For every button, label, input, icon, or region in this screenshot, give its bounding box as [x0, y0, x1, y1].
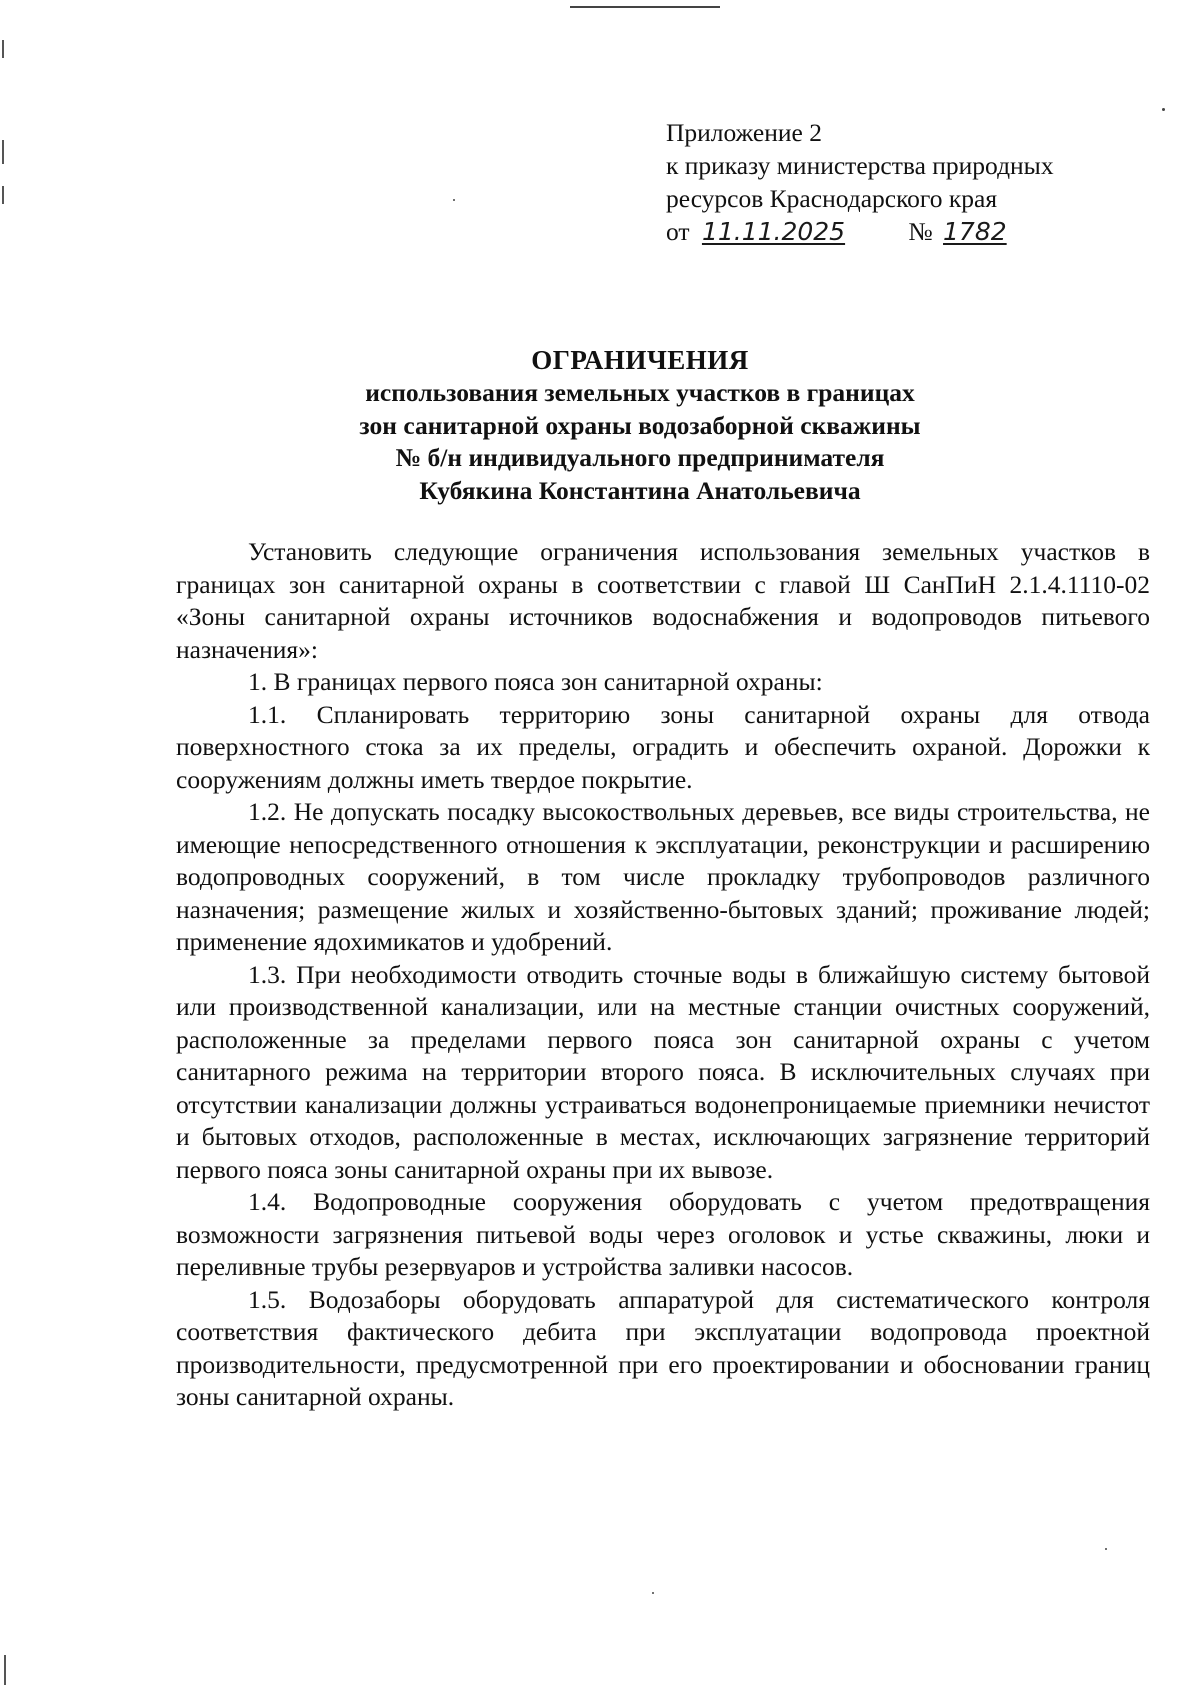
- scan-speck: [453, 199, 455, 201]
- scan-margin-mark: [2, 186, 4, 204]
- annex-line-3: ресурсов Краснодарского края: [666, 184, 998, 213]
- title-subline-4: Кубякина Константина Анатольевича: [419, 475, 861, 505]
- intro-paragraph: Установить следующие ограничения использования земельных участков в границах зон санитарной охраны в соответствии с главой Ш СанПиН 2.1.4.1110-02 «Зоны санитарной охраны источников водоснабжения и водопроводов питьевого назначения»:: [176, 537, 1150, 664]
- scan-margin-mark: [2, 40, 4, 58]
- handwritten-number: 1782: [943, 217, 1007, 246]
- item-1-4: 1.4. Водопроводные сооружения оборудовать с учетом предотвращения возможности загрязнения питьевой воды через оголовок и устье скважины, люки и переливные трубы резервуаров и устройства заливки насосов.: [176, 1187, 1150, 1281]
- title-subline-2: зон санитарной охраны водозаборной скважины: [359, 410, 921, 440]
- item-1-5: 1.5. Водозаборы оборудовать аппаратурой для систематического контроля соответствия фактического дебита при эксплуатации водопровода проектной производительности, предусмотренной при его проектировании и обосновании границ зоны санитарной охраны.: [176, 1284, 1150, 1411]
- annex-line-1: Приложение 2: [666, 118, 822, 147]
- title-subline-3: № б/н индивидуального предпринимателя: [395, 443, 885, 472]
- number-prefix: №: [908, 217, 933, 246]
- scan-speck: [1162, 108, 1165, 111]
- document-body: [176, 536, 1150, 1414]
- title-subline-1: использования земельных участков в границах: [365, 378, 915, 407]
- handwritten-date: 11.11.2025: [701, 217, 846, 246]
- item-1-2: 1.2. Не допускать посадку высокоствольных деревьев, все виды строительства, не имеющие непосредственного отношения к эксплуатации, реконструкции и расширению водопроводных сооружений, в том числе прокладку трубопроводов различного назначения; размещение жилых и хозяйственно-бытовых зданий; проживание людей; применение ядохимикатов и удобрений.: [176, 797, 1150, 956]
- document-title: [170, 343, 1110, 507]
- item-1-1: 1.1. Спланировать территорию зоны санитарной охраны для отвода поверхностного стока за их пределы, оградить и обеспечить охраной. Дорожки к сооружениям должны иметь твердое покрытие.: [176, 699, 1150, 794]
- scan-margin-mark: [4, 1655, 6, 1685]
- scan-speck: [1105, 1548, 1107, 1550]
- item-1-3: 1.3. При необходимости отводить сточные воды в ближайшую систему бытовой или производственной канализации, или на местные станции очистных сооружений, расположенные за пределами первого пояса зон санитарной охраны с учетом санитарного режима на территории второго пояса. В исключительных случаях при отсутствии канализации должны устраиваться водонепроницаемые приемники нечистот и бытовых отходов, расположенные в местах, исключающих загрязнение территорий первого пояса зоны санитарной охраны при их вывозе.: [176, 959, 1150, 1184]
- annex-line-2: к приказу министерства природных: [666, 151, 1054, 180]
- date-prefix: от: [666, 217, 690, 246]
- top-rule: [570, 6, 720, 8]
- section-1-heading: 1. В границах первого пояса зон санитарной охраны:: [248, 667, 823, 696]
- scan-speck: [652, 1592, 654, 1594]
- scan-margin-mark: [2, 140, 4, 164]
- annex-block: [666, 116, 1054, 248]
- title-main: ОГРАНИЧЕНИЯ: [531, 345, 749, 375]
- annex-date-line: [666, 215, 1054, 248]
